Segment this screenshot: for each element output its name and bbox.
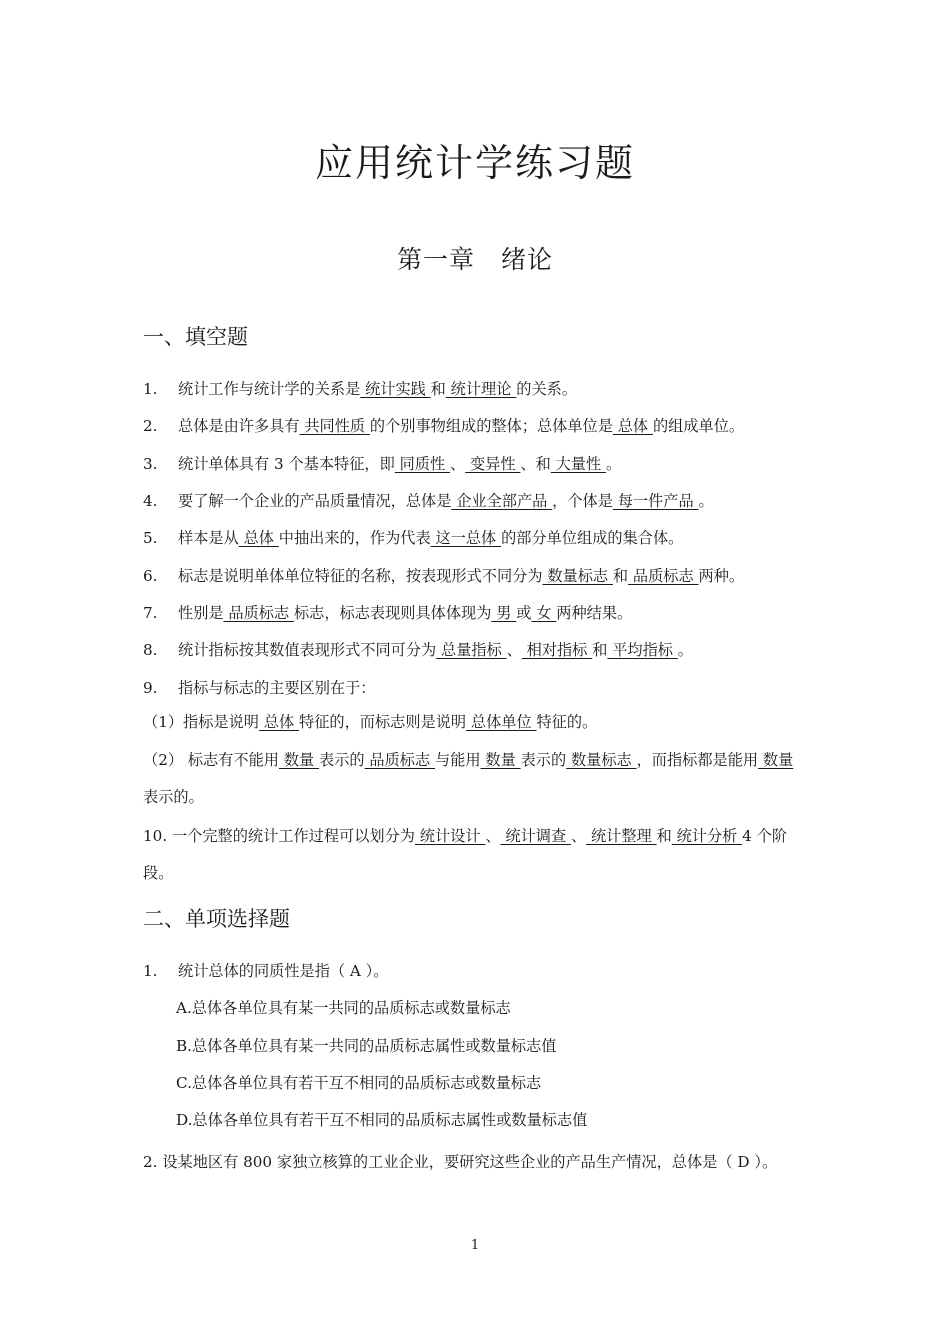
- question-text: 统计指标按其数值表现形式不同可分为: [178, 641, 437, 659]
- item-number: 1.: [143, 962, 158, 980]
- question-text: 表示的: [319, 751, 365, 769]
- answer-blank: 企业全部产品: [451, 492, 553, 510]
- question-text: 。: [698, 492, 714, 510]
- question-text: 指标与标志的主要区别在于：: [178, 679, 376, 697]
- chapter-heading: 第一章 绪论: [396, 245, 553, 274]
- answer-blank: 数量标志: [542, 567, 613, 585]
- question-text: 、: [485, 827, 501, 845]
- question-text: 、和: [520, 455, 551, 473]
- answer-blank: 数量: [758, 751, 794, 769]
- question-text: 和: [430, 380, 446, 398]
- answer-blank: 统计理论: [445, 380, 517, 398]
- question-text: 的个别事物组成的整体；总体单位是: [369, 417, 613, 435]
- question-text: 两种结果。: [556, 604, 633, 622]
- question-text: 标志，标志表现则具体体现为: [293, 604, 492, 622]
- question-text: 。: [605, 455, 622, 473]
- fill-blank-item: [143, 378, 808, 400]
- item-number: 4.: [143, 492, 158, 510]
- answer-blank: 女: [531, 604, 557, 622]
- item-number: 3.: [143, 455, 158, 473]
- question-text: 统计总体的同质性是指（ A ）。: [178, 962, 389, 980]
- answer-blank: 大量性: [550, 455, 606, 473]
- question-text: 总体是由许多具有: [178, 417, 300, 435]
- fill-blank-item: [143, 453, 808, 475]
- question-text: 和: [612, 567, 629, 585]
- section-heading-fill-blank: 一、填空题: [143, 325, 248, 349]
- answer-blank: 统计调查: [500, 827, 571, 845]
- item-10: [143, 818, 808, 892]
- answer-blank: 总体: [612, 417, 653, 435]
- answer-blank: 品质标志: [628, 567, 699, 585]
- answer-blank: 同质性: [394, 455, 450, 473]
- answer-blank: 这一总体: [430, 529, 502, 547]
- question-text: 与能用: [435, 751, 481, 769]
- question-text: 统计工作与统计学的关系是: [178, 380, 361, 398]
- answer-blank: 品质标志: [364, 751, 435, 769]
- question-text: 两种。: [698, 567, 745, 585]
- question-text: 表示的: [520, 751, 567, 769]
- item-number: 1.: [143, 380, 158, 398]
- question-text: 要了解一个企业的产品质量情况，总体是: [178, 492, 452, 510]
- question-text: 和: [656, 827, 672, 845]
- question-text: 、: [506, 641, 522, 659]
- answer-blank: 数量: [480, 751, 521, 769]
- answer-blank: 统计设计: [414, 827, 486, 845]
- question-text: （2） 标志有不能用: [143, 751, 279, 769]
- question-text: 的组成单位。: [652, 417, 745, 435]
- question-text: ，个体是: [552, 492, 613, 510]
- question-text: 的关系。: [516, 380, 577, 398]
- fill-blank-item: [143, 565, 808, 587]
- answer-blank: 相对指标: [521, 641, 593, 659]
- item-number: 9.: [143, 679, 158, 697]
- choice-option: D.总体各单位具有若干互不相同的品质标志属性或数量标志值: [176, 1111, 588, 1129]
- question-text: 性别是: [178, 604, 224, 622]
- fill-blank-item: [143, 602, 808, 624]
- answer-blank: 每一件产品: [612, 492, 699, 510]
- item-number: 5.: [143, 529, 158, 547]
- question-text: 特征的。: [536, 713, 598, 731]
- item-number: 7.: [143, 604, 158, 622]
- question-text: 特征的，而标志则是说明: [299, 713, 467, 731]
- question-text: 、: [449, 455, 466, 473]
- item-number: 6.: [143, 567, 158, 585]
- item-number: 2.: [143, 417, 158, 435]
- answer-blank: 统计整理: [586, 827, 657, 845]
- question-text: ，而指标都是能用: [636, 751, 759, 769]
- answer-blank: 总体: [238, 529, 279, 547]
- answer-blank: 男: [491, 604, 517, 622]
- answer-blank: 总量指标: [436, 641, 507, 659]
- question-2: 2. 设某地区有 800 家独立核算的工业企业，要研究这些企业的产品生产情况，总体是（ D ）。: [143, 1153, 778, 1171]
- answer-blank: 总体单位: [466, 713, 537, 731]
- fill-blank-item: [143, 415, 808, 437]
- question-text: 4 个阶段。: [143, 827, 788, 882]
- fill-blank-item: [143, 527, 808, 549]
- answer-blank: 品质标志: [223, 604, 294, 622]
- choice-option: B.总体各单位具有某一共同的品质标志属性或数量标志值: [176, 1037, 557, 1055]
- fill-blank-item: [143, 490, 808, 512]
- choice-option: C.总体各单位具有若干互不相同的品质标志或数量标志: [176, 1074, 542, 1092]
- answer-blank: 统计分析: [671, 827, 743, 845]
- question-text: 10. 一个完整的统计工作过程可以划分为: [143, 827, 415, 845]
- question-text: （1）指标是说明: [143, 713, 259, 731]
- question-text: 统计单体具有 3 个基本特征，即: [178, 455, 395, 473]
- question-text: 的部分单位组成的集合体。: [501, 529, 684, 547]
- choice-question: [143, 960, 808, 982]
- question-text: 表示的。: [143, 788, 204, 806]
- item-number: 8.: [143, 641, 158, 659]
- question-text: 中抽出来的，作为代表: [278, 529, 431, 547]
- answer-blank: 平均指标: [607, 641, 678, 659]
- answer-blank: 变异性: [465, 455, 521, 473]
- fill-blank-item: [143, 639, 808, 661]
- item-9-2: [143, 742, 808, 816]
- question-text: 、: [570, 827, 587, 845]
- answer-blank: 数量: [279, 751, 320, 769]
- fill-blank-item: [143, 677, 808, 699]
- question-text: 样本是从: [178, 529, 239, 547]
- document-title: 应用统计学练习题: [314, 141, 635, 185]
- question-text: 。: [677, 641, 693, 659]
- answer-blank: 统计实践: [360, 380, 431, 398]
- question-text: 标志是说明单体单位特征的名称，按表现形式不同分为: [178, 567, 543, 585]
- page-number: 1: [470, 1238, 480, 1253]
- question-text: 和: [592, 641, 608, 659]
- answer-blank: 总体: [258, 713, 300, 731]
- question-text: 或: [516, 604, 532, 622]
- section-heading-single-choice: 二、单项选择题: [143, 907, 290, 931]
- item-9-1: [143, 711, 808, 733]
- answer-blank: 共同性质: [299, 417, 370, 435]
- answer-blank: 数量标志: [566, 751, 637, 769]
- choice-option: A.总体各单位具有某一共同的品质标志或数量标志: [176, 999, 511, 1017]
